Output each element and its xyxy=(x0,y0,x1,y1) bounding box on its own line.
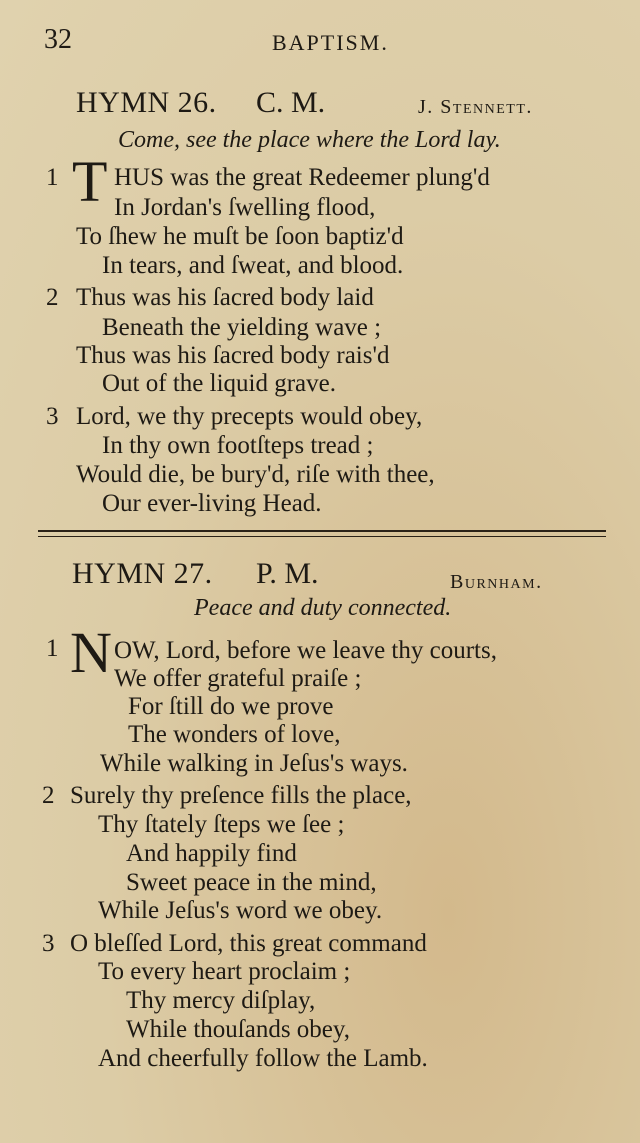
running-head: BAPTISM. xyxy=(272,30,389,55)
verse-line: In tears, and ſweat, and blood. xyxy=(102,252,404,279)
drop-cap: T xyxy=(72,149,108,214)
verse-line: And cheerfully follow the Lamb. xyxy=(98,1045,428,1072)
stanza-number: 2 xyxy=(46,284,59,311)
verse-line: Thus was his ſacred body rais'd xyxy=(76,342,390,369)
verse-line: To every heart proclaim ; xyxy=(98,958,351,985)
hymn-27-title: HYMN 27. xyxy=(72,557,213,590)
verse-line: Sweet peace in the mind, xyxy=(126,869,377,896)
verse-line: Our ever-living Head. xyxy=(102,490,322,517)
verse-line: In Jordan's ſwelling flood, xyxy=(114,194,376,221)
stanza-number: 2 xyxy=(42,782,55,809)
verse-line: HUS was the great Redeemer plung'd xyxy=(114,164,490,191)
verse-line: In thy own footſteps tread ; xyxy=(102,432,374,459)
stanza-number: 1 xyxy=(46,635,59,662)
verse-line: Lord, we thy precepts would obey, xyxy=(76,403,423,430)
verse-line: To ſhew he muſt be ſoon baptiz'd xyxy=(76,223,404,250)
hymn-27-author: Burnham. xyxy=(450,571,543,593)
hymn-27-subtitle: Peace and duty connected. xyxy=(194,595,452,621)
stanza-number: 3 xyxy=(46,403,59,430)
verse-line: Surely thy preſence fills the place, xyxy=(70,782,412,809)
hymn-26-author: J. Stennett. xyxy=(418,96,533,118)
hymn-26-subtitle: Come, see the place where the Lord lay. xyxy=(118,127,501,153)
verse-line: Would die, be bury'd, riſe with thee, xyxy=(76,461,435,488)
verse-line: O bleſſed Lord, this great command xyxy=(70,930,427,957)
stanza-number: 3 xyxy=(42,930,55,957)
stanza-number: 1 xyxy=(46,164,59,191)
verse-line: Thus was his ſacred body laid xyxy=(76,284,374,311)
hymn-27-meter: P. M. xyxy=(256,557,319,590)
verse-line: Thy mercy diſplay, xyxy=(126,987,316,1014)
page-number: 32 xyxy=(44,24,72,55)
verse-line: Beneath the yielding wave ; xyxy=(102,314,382,341)
verse-line: While thouſands obey, xyxy=(126,1016,351,1043)
hymn-26-meter: C. M. xyxy=(256,86,326,119)
hymn-26-title: HYMN 26. xyxy=(76,86,217,119)
section-divider xyxy=(38,530,606,532)
drop-cap: N xyxy=(70,620,112,685)
verse-line: While Jeſus's word we obey. xyxy=(98,897,383,924)
verse-line: For ſtill do we prove xyxy=(128,693,334,720)
verse-line: The wonders of love, xyxy=(128,721,341,748)
verse-line: OW, Lord, before we leave thy courts, xyxy=(114,637,497,664)
verse-line: While walking in Jeſus's ways. xyxy=(100,750,408,777)
verse-line: Thy ſtately ſteps we ſee ; xyxy=(98,811,345,838)
section-divider-thin xyxy=(38,536,606,537)
verse-line: We offer grateful praiſe ; xyxy=(114,665,362,692)
verse-line: And happily find xyxy=(126,840,297,867)
verse-line: Out of the liquid grave. xyxy=(102,370,336,397)
